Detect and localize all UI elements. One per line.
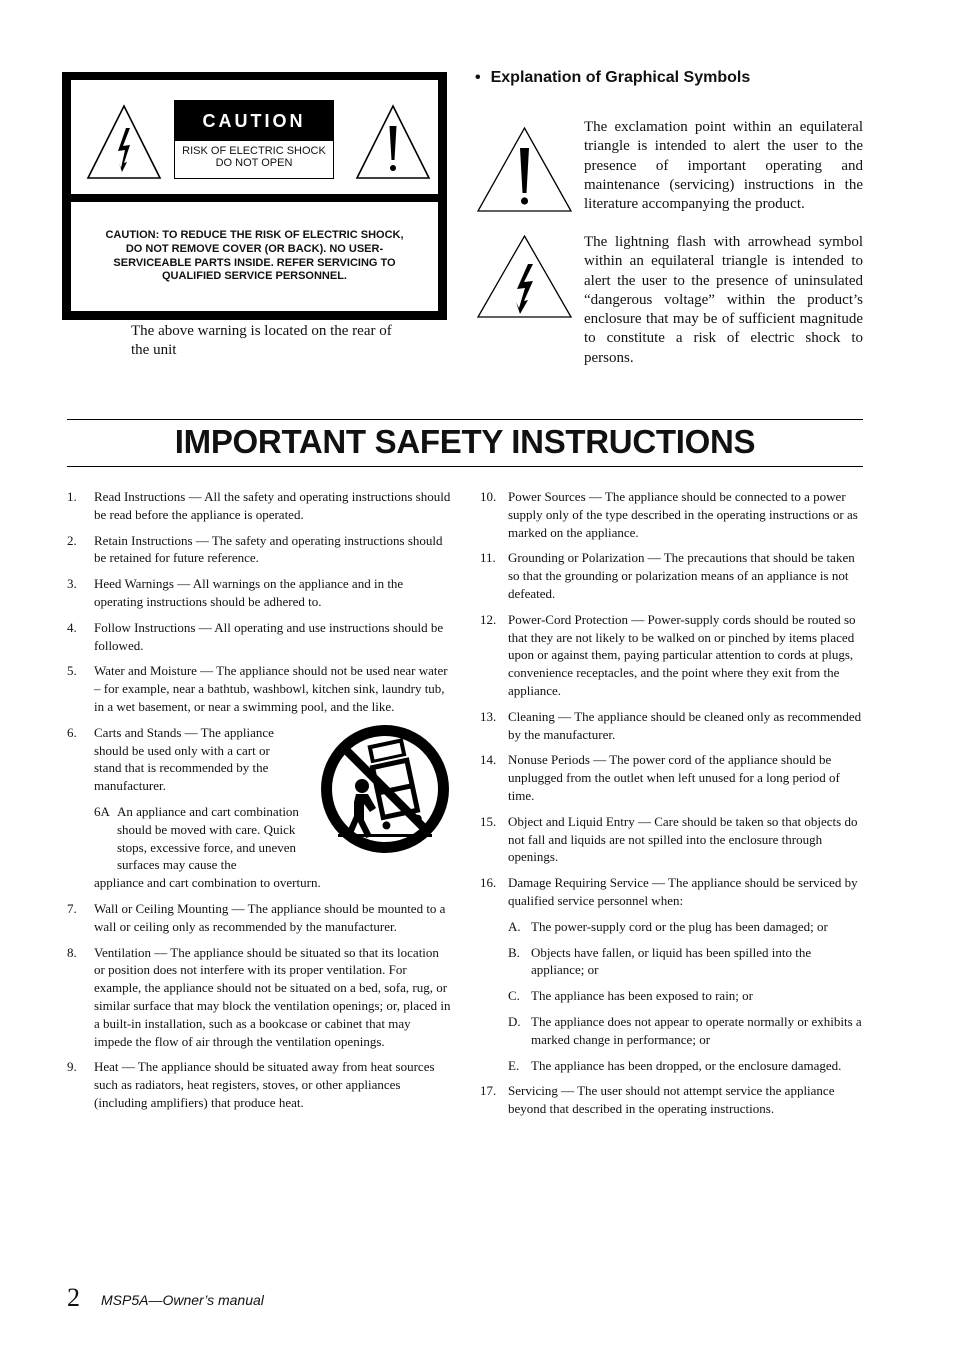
instruction-item (480, 488, 864, 541)
caution-warning-text: CAUTION: TO REDUCE THE RISK OF ELECTRIC SHOCK, DO NOT REMOVE COVER (OR BACK). NO USER-SERVICEABLE PARTS INSIDE. REFER SERVICING TO QUALIFIED SERVICE PERSONNEL. (105, 229, 404, 283)
instructions-right-column (480, 488, 864, 1126)
item-body (508, 874, 864, 1074)
sub-item (508, 987, 864, 1005)
sub-item-letter: B. (508, 944, 520, 960)
instruction-item (67, 900, 451, 936)
symbols-heading (475, 69, 750, 87)
instruction-item (480, 611, 864, 700)
cart-tipover-warning-icon (320, 724, 450, 854)
instruction-item (480, 751, 864, 804)
item-number: 12. (480, 611, 497, 627)
bullet-icon: • (475, 69, 481, 86)
item-text: Read Instructions — All the safety and operating instructions should be read before the appliance is operated. (94, 489, 451, 522)
item-text: Damage Requiring Service — The appliance should be serviced by qualified service personnel when: (508, 875, 858, 908)
instruction-item (67, 488, 451, 524)
item-text: Retain Instructions — The safety and operating instructions should be retained for future reference. (94, 532, 443, 566)
sub-item-text: An appliance and cart combination should be moved with care. Quick stops, excessive force, and uneven surfaces may cause the (117, 803, 299, 873)
item-number: 13. (480, 708, 497, 724)
instruction-item (67, 619, 451, 655)
caution-bottom-section (71, 202, 438, 311)
symbols-heading-text: Explanation of Graphical Symbols (490, 69, 751, 86)
title-bottom-rule (67, 466, 863, 467)
sub-item (508, 944, 864, 980)
sub-item-letter: E. (508, 1057, 520, 1073)
instruction-item (67, 1058, 451, 1111)
sub-item-letter: A. (508, 918, 521, 934)
exclamation-warning-icon (354, 102, 432, 182)
item-number: 1. (67, 489, 77, 504)
sub-item-letter: C. (508, 988, 520, 1004)
instruction-item (480, 549, 864, 602)
sub-item-text: Objects have fallen, or liquid has been spilled into the appliance; or (531, 944, 812, 978)
item-number: 7. (67, 900, 77, 916)
sub-item (508, 1013, 864, 1049)
page-number: 2 (67, 1283, 80, 1312)
item-text: Cleaning — The appliance should be cleaned only as recommended by the manufacturer. (508, 708, 862, 742)
instruction-item (480, 813, 864, 866)
item-text: Follow Instructions — All operating and use instructions should be followed. (94, 619, 444, 653)
exclamation-symbol-description: The exclamation point within an equilateral triangle is intended to alert the user to the presence of important operating and maintenance (servicing) instructions in the literature accompanying the product. (584, 119, 863, 213)
item-text: Heat — The appliance should be situated away from heat sources such as radiators, heat registers, stoves, or other appliances (including amplifiers) that produce heat. (94, 1059, 435, 1110)
item-text: Wall or Ceiling Mounting — The appliance should be mounted to a wall or ceiling only as recommended by the manufacturer. (94, 900, 446, 934)
item-number: 10. (480, 489, 497, 504)
instruction-item (480, 708, 864, 744)
exclamation-symbol-icon (476, 126, 573, 214)
sub-item-text: The appliance does not appear to operate normally or exhibits a marked change in performance; or (531, 1013, 862, 1047)
instruction-item-damage (480, 874, 864, 1074)
item-text: Water and Moisture — The appliance should not be used near water – for example, near a bathtub, washbowl, kitchen sink, laundry tub, in a wet basement, or near a swimming pool, and the like. (94, 663, 448, 714)
caution-label (174, 100, 334, 179)
caution-heading: CAUTION (175, 101, 333, 141)
item-number: 6. (67, 724, 77, 740)
caution-subtext-line2: DO NOT OPEN (215, 157, 293, 169)
item-number: 17. (480, 1083, 497, 1099)
item-number: 4. (67, 619, 77, 635)
sub-item-letter: D. (508, 1013, 521, 1029)
lightning-symbol-icon (476, 234, 573, 320)
item-number: 16. (480, 875, 497, 891)
item-text: Power-Cord Protection — Power-supply cords should be routed so that they are not likely to be walked on or pinched by items placed upon or against them, paying particular attention to cords at plugs, convenience receptacles, and the point where they exit from the appliance. (508, 611, 856, 698)
item-text: Nonuse Periods — The power cord of the appliance should be unplugged from the outlet when left unused for a long period of time. (508, 752, 840, 803)
item-text: Ventilation — The appliance should be situated so that its location or position does not interfere with its proper ventilation. For example, the appliance should not be situated on a bed, sofa, rug, or similar surface that may block the ventilation openings; or, placed in a built-in installation, such as a bookcase or cabinet that may impede the flow of air through the ventilation openings. (94, 944, 451, 1049)
title-top-rule (67, 419, 863, 420)
sub-item-text: The appliance has been dropped, or the enclosure damaged. (531, 1057, 842, 1073)
item-text: Heed Warnings — All warnings on the appliance and in the operating instructions should be adhered to. (94, 576, 404, 609)
document-name: MSP5A—Owner’s manual (101, 1292, 264, 1308)
item-number: 5. (67, 663, 77, 679)
item-text: Carts and Stands — The appliance should be used only with a cart or stand that is recommended by the manufacturer. (94, 724, 274, 794)
item-text: Power Sources — The appliance should be connected to a power supply only of the type described in the operating instructions or as marked on the appliance. (508, 489, 858, 540)
caution-label-panel (62, 72, 447, 320)
caution-top-section (71, 80, 438, 194)
sub-item-text-continued: appliance and cart combination to overturn. (94, 875, 321, 891)
warning-location-note: The above warning is located on the rear of the unit (131, 323, 392, 358)
item-text: Servicing — The user should not attempt service the appliance beyond that described in the operating instructions. (508, 1083, 835, 1117)
sub-item-label: 6A (94, 803, 110, 819)
instruction-item (67, 944, 451, 1051)
item-number: 14. (480, 752, 497, 768)
item-text: Object and Liquid Entry — Care should be taken so that objects do not fall and liquids are not spilled into the enclosure through openings. (508, 813, 858, 865)
item-number: 9. (67, 1059, 77, 1075)
caution-subtext-line1: RISK OF ELECTRIC SHOCK (182, 145, 326, 157)
instruction-item (480, 1082, 864, 1118)
lightning-symbol-description: The lightning flash with arrowhead symbol within an equilateral triangle is intended to alert the user to the presence of uninsulated “dangerous voltage” within the product’s enclosure that may be of sufficient magnitude to constitute a risk of electric shock to persons. (584, 234, 863, 366)
instruction-item-carts (67, 724, 451, 892)
sub-item-text: The power-supply cord or the plug has been damaged; or (531, 918, 828, 934)
sub-item-text: The appliance has been exposed to rain; or (531, 988, 753, 1004)
page-title: IMPORTANT SAFETY INSTRUCTIONS (174, 423, 756, 460)
sub-item (508, 918, 864, 936)
item-number: 2. (67, 532, 77, 548)
instruction-item (67, 662, 451, 715)
item-number: 3. (67, 576, 77, 592)
item-text: Grounding or Polarization — The precautions that should be taken so that the grounding or polarization means of an appliance is not defeated. (508, 550, 855, 601)
instruction-item (67, 532, 451, 568)
instructions-left-column (67, 488, 451, 1120)
caution-subtext (175, 141, 333, 169)
lightning-warning-icon (85, 102, 163, 182)
sub-item (508, 1057, 864, 1075)
item-number: 11. (480, 550, 496, 566)
instruction-item (67, 575, 451, 611)
item-number: 8. (67, 944, 77, 960)
item-number: 15. (480, 813, 497, 829)
